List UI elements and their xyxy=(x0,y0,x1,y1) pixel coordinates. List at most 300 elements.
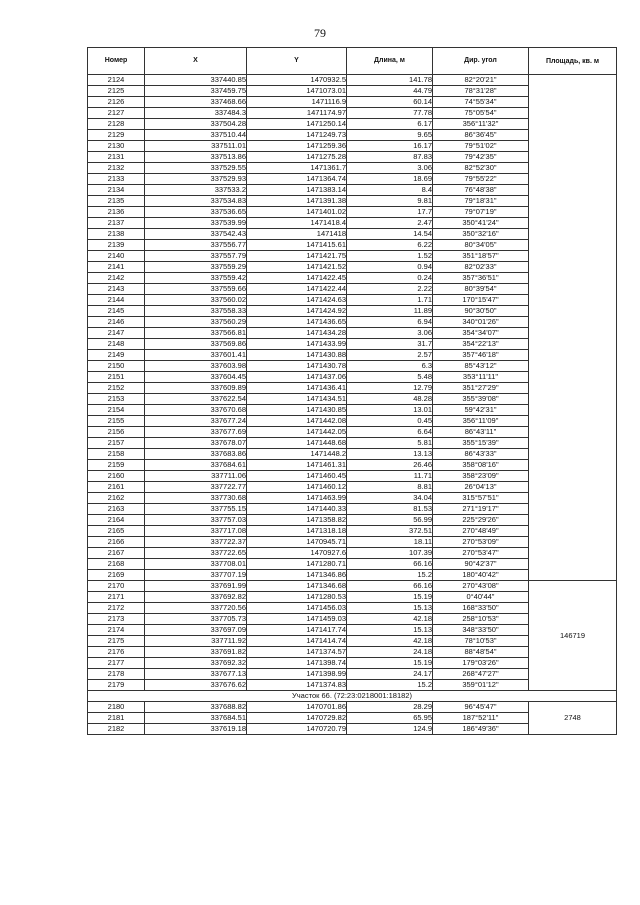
y-coordinate: 1471456.03 xyxy=(247,603,347,614)
y-coordinate: 1471398.74 xyxy=(247,658,347,669)
direction-angle: 358°08'16" xyxy=(433,460,529,471)
point-number: 2134 xyxy=(88,185,145,196)
length-value: 77.78 xyxy=(347,108,433,119)
point-number: 2144 xyxy=(88,295,145,306)
x-coordinate: 337711.06 xyxy=(145,471,247,482)
point-number: 2151 xyxy=(88,372,145,383)
y-coordinate: 1471430.78 xyxy=(247,361,347,372)
length-value: 9.81 xyxy=(347,196,433,207)
point-number: 2176 xyxy=(88,647,145,658)
x-coordinate: 337559.42 xyxy=(145,273,247,284)
point-number: 2133 xyxy=(88,174,145,185)
point-number: 2173 xyxy=(88,614,145,625)
y-coordinate: 1471437.06 xyxy=(247,372,347,383)
length-value: 3.06 xyxy=(347,328,433,339)
x-coordinate: 337717.08 xyxy=(145,526,247,537)
length-value: 15.2 xyxy=(347,570,433,581)
page-number: 79 xyxy=(314,26,326,40)
x-coordinate: 337484.3 xyxy=(145,108,247,119)
y-coordinate: 1471422.45 xyxy=(247,273,347,284)
x-coordinate: 337730.68 xyxy=(145,493,247,504)
y-coordinate: 1471463.99 xyxy=(247,493,347,504)
direction-angle: 78°10'53" xyxy=(433,636,529,647)
direction-angle: 76°48'38" xyxy=(433,185,529,196)
length-value: 65.95 xyxy=(347,713,433,724)
direction-angle: 96°45'47" xyxy=(433,702,529,713)
length-value: 372.51 xyxy=(347,526,433,537)
length-value: 107.39 xyxy=(347,548,433,559)
direction-angle: 350°41'24" xyxy=(433,218,529,229)
table-row xyxy=(88,702,617,713)
direction-angle: 186°49'36" xyxy=(433,724,529,735)
length-value: 8.4 xyxy=(347,185,433,196)
y-coordinate: 1471391.38 xyxy=(247,196,347,207)
y-coordinate: 1471434.28 xyxy=(247,328,347,339)
length-value: 6.17 xyxy=(347,119,433,130)
x-coordinate: 337697.09 xyxy=(145,625,247,636)
table-body xyxy=(88,75,617,735)
y-coordinate: 1471430.85 xyxy=(247,405,347,416)
direction-angle: 180°40'42" xyxy=(433,570,529,581)
y-coordinate: 1470945.71 xyxy=(247,537,347,548)
direction-angle: 258°10'53" xyxy=(433,614,529,625)
length-value: 66.16 xyxy=(347,559,433,570)
point-number: 2150 xyxy=(88,361,145,372)
x-coordinate: 337513.86 xyxy=(145,152,247,163)
y-coordinate: 1471424.92 xyxy=(247,306,347,317)
y-coordinate: 1471249.73 xyxy=(247,130,347,141)
length-value: 28.29 xyxy=(347,702,433,713)
length-value: 13.01 xyxy=(347,405,433,416)
length-value: 60.14 xyxy=(347,97,433,108)
header-x: X xyxy=(145,48,247,75)
length-value: 9.65 xyxy=(347,130,433,141)
x-coordinate: 337705.73 xyxy=(145,614,247,625)
y-coordinate: 1471259.36 xyxy=(247,141,347,152)
point-number: 2143 xyxy=(88,284,145,295)
point-number: 2126 xyxy=(88,97,145,108)
direction-angle: 348°33'50" xyxy=(433,625,529,636)
y-coordinate: 1471422.44 xyxy=(247,284,347,295)
length-value: 15.13 xyxy=(347,625,433,636)
length-value: 18.11 xyxy=(347,537,433,548)
x-coordinate: 337566.81 xyxy=(145,328,247,339)
y-coordinate: 1471318.18 xyxy=(247,526,347,537)
x-coordinate: 337560.02 xyxy=(145,295,247,306)
point-number: 2170 xyxy=(88,581,145,592)
y-coordinate: 1471275.28 xyxy=(247,152,347,163)
direction-angle: 79°07'19" xyxy=(433,207,529,218)
x-coordinate: 337722.37 xyxy=(145,537,247,548)
y-coordinate: 1470701.86 xyxy=(247,702,347,713)
direction-angle: 82°52'30" xyxy=(433,163,529,174)
point-number: 2163 xyxy=(88,504,145,515)
y-coordinate: 1471436.65 xyxy=(247,317,347,328)
point-number: 2136 xyxy=(88,207,145,218)
length-value: 87.83 xyxy=(347,152,433,163)
direction-angle: 270°48'49" xyxy=(433,526,529,537)
length-value: 6.94 xyxy=(347,317,433,328)
length-value: 81.53 xyxy=(347,504,433,515)
direction-angle: 75°05'54" xyxy=(433,108,529,119)
x-coordinate: 337619.18 xyxy=(145,724,247,735)
point-number: 2174 xyxy=(88,625,145,636)
direction-angle: 355°39'08" xyxy=(433,394,529,405)
x-coordinate: 337720.56 xyxy=(145,603,247,614)
direction-angle: 357°36'51" xyxy=(433,273,529,284)
direction-angle: 85°43'12" xyxy=(433,361,529,372)
x-coordinate: 337677.24 xyxy=(145,416,247,427)
x-coordinate: 337536.65 xyxy=(145,207,247,218)
length-value: 17.7 xyxy=(347,207,433,218)
point-number: 2127 xyxy=(88,108,145,119)
length-value: 66.16 xyxy=(347,581,433,592)
x-coordinate: 337529.55 xyxy=(145,163,247,174)
y-coordinate: 1470927.6 xyxy=(247,548,347,559)
x-coordinate: 337459.75 xyxy=(145,86,247,97)
direction-angle: 356°11'32" xyxy=(433,119,529,130)
y-coordinate: 1471424.63 xyxy=(247,295,347,306)
length-value: 6.22 xyxy=(347,240,433,251)
y-coordinate: 1471417.74 xyxy=(247,625,347,636)
point-number: 2146 xyxy=(88,317,145,328)
x-coordinate: 337708.01 xyxy=(145,559,247,570)
direction-angle: 351°27'29" xyxy=(433,383,529,394)
point-number: 2172 xyxy=(88,603,145,614)
x-coordinate: 337688.82 xyxy=(145,702,247,713)
direction-angle: 74°55'34" xyxy=(433,97,529,108)
length-value: 42.18 xyxy=(347,636,433,647)
x-coordinate: 337511.01 xyxy=(145,141,247,152)
y-coordinate: 1471346.86 xyxy=(247,570,347,581)
point-number: 2152 xyxy=(88,383,145,394)
point-number: 2165 xyxy=(88,526,145,537)
direction-angle: 59°42'31" xyxy=(433,405,529,416)
length-value: 11.71 xyxy=(347,471,433,482)
point-number: 2166 xyxy=(88,537,145,548)
y-coordinate: 1471401.02 xyxy=(247,207,347,218)
point-number: 2125 xyxy=(88,86,145,97)
y-coordinate: 1471440.33 xyxy=(247,504,347,515)
point-number: 2153 xyxy=(88,394,145,405)
direction-angle: 351°18'57" xyxy=(433,251,529,262)
x-coordinate: 337539.99 xyxy=(145,218,247,229)
point-number: 2178 xyxy=(88,669,145,680)
header-length: Длина, м xyxy=(347,48,433,75)
length-value: 0.45 xyxy=(347,416,433,427)
point-number: 2177 xyxy=(88,658,145,669)
length-value: 5.48 xyxy=(347,372,433,383)
length-value: 44.79 xyxy=(347,86,433,97)
x-coordinate: 337678.07 xyxy=(145,438,247,449)
point-number: 2124 xyxy=(88,75,145,86)
y-coordinate: 1471448.2 xyxy=(247,449,347,460)
x-coordinate: 337707.19 xyxy=(145,570,247,581)
length-value: 11.89 xyxy=(347,306,433,317)
length-value: 15.13 xyxy=(347,603,433,614)
x-coordinate: 337691.82 xyxy=(145,647,247,658)
length-value: 15.19 xyxy=(347,592,433,603)
length-value: 1.71 xyxy=(347,295,433,306)
x-coordinate: 337676.62 xyxy=(145,680,247,691)
direction-angle: 353°11'11" xyxy=(433,372,529,383)
length-value: 24.17 xyxy=(347,669,433,680)
length-value: 13.13 xyxy=(347,449,433,460)
point-number: 2162 xyxy=(88,493,145,504)
direction-angle: 271°19'17" xyxy=(433,504,529,515)
y-coordinate: 1471361.7 xyxy=(247,163,347,174)
direction-angle: 79°55'22" xyxy=(433,174,529,185)
point-number: 2159 xyxy=(88,460,145,471)
x-coordinate: 337691.99 xyxy=(145,581,247,592)
area-value: 2748 xyxy=(529,702,617,735)
point-number: 2145 xyxy=(88,306,145,317)
point-number: 2180 xyxy=(88,702,145,713)
x-coordinate: 337722.65 xyxy=(145,548,247,559)
x-coordinate: 337529.93 xyxy=(145,174,247,185)
direction-angle: 225°29'26" xyxy=(433,515,529,526)
x-coordinate: 337542.43 xyxy=(145,229,247,240)
direction-angle: 90°30'50" xyxy=(433,306,529,317)
y-coordinate: 1471421.52 xyxy=(247,262,347,273)
x-coordinate: 337670.68 xyxy=(145,405,247,416)
x-coordinate: 337557.79 xyxy=(145,251,247,262)
y-coordinate: 1471364.74 xyxy=(247,174,347,185)
length-value: 18.69 xyxy=(347,174,433,185)
x-coordinate: 337622.54 xyxy=(145,394,247,405)
y-coordinate: 1471358.82 xyxy=(247,515,347,526)
point-number: 2160 xyxy=(88,471,145,482)
x-coordinate: 337560.29 xyxy=(145,317,247,328)
point-number: 2158 xyxy=(88,449,145,460)
direction-angle: 187°52'11" xyxy=(433,713,529,724)
length-value: 48.28 xyxy=(347,394,433,405)
y-coordinate: 1471421.75 xyxy=(247,251,347,262)
x-coordinate: 337558.33 xyxy=(145,306,247,317)
header-angle: Дир. угол xyxy=(433,48,529,75)
direction-angle: 168°33'50" xyxy=(433,603,529,614)
point-number: 2154 xyxy=(88,405,145,416)
point-number: 2179 xyxy=(88,680,145,691)
point-number: 2167 xyxy=(88,548,145,559)
area-value xyxy=(529,75,617,581)
length-value: 124.9 xyxy=(347,724,433,735)
x-coordinate: 337684.51 xyxy=(145,713,247,724)
y-coordinate: 1471442.08 xyxy=(247,416,347,427)
y-coordinate: 1471430.88 xyxy=(247,350,347,361)
direction-angle: 0°40'44" xyxy=(433,592,529,603)
y-coordinate: 1471374.83 xyxy=(247,680,347,691)
length-value: 24.18 xyxy=(347,647,433,658)
x-coordinate: 337609.89 xyxy=(145,383,247,394)
x-coordinate: 337757.03 xyxy=(145,515,247,526)
x-coordinate: 337683.86 xyxy=(145,449,247,460)
point-number: 2164 xyxy=(88,515,145,526)
x-coordinate: 337692.82 xyxy=(145,592,247,603)
direction-angle: 79°42'35" xyxy=(433,152,529,163)
direction-angle: 270°43'08" xyxy=(433,581,529,592)
y-coordinate: 1471398.99 xyxy=(247,669,347,680)
table-row xyxy=(88,581,617,592)
point-number: 2156 xyxy=(88,427,145,438)
y-coordinate: 1471415.61 xyxy=(247,240,347,251)
length-value: 6.3 xyxy=(347,361,433,372)
x-coordinate: 337677.13 xyxy=(145,669,247,680)
y-coordinate: 1470932.5 xyxy=(247,75,347,86)
y-coordinate: 1471436.41 xyxy=(247,383,347,394)
direction-angle: 90°42'37" xyxy=(433,559,529,570)
x-coordinate: 337604.45 xyxy=(145,372,247,383)
point-number: 2157 xyxy=(88,438,145,449)
point-number: 2139 xyxy=(88,240,145,251)
length-value: 42.18 xyxy=(347,614,433,625)
y-coordinate: 1471460.45 xyxy=(247,471,347,482)
length-value: 6.64 xyxy=(347,427,433,438)
direction-angle: 86°43'11" xyxy=(433,427,529,438)
direction-angle: 268°47'27" xyxy=(433,669,529,680)
y-coordinate: 1471250.14 xyxy=(247,119,347,130)
point-number: 2135 xyxy=(88,196,145,207)
x-coordinate: 337677.69 xyxy=(145,427,247,438)
y-coordinate: 1471346.68 xyxy=(247,581,347,592)
x-coordinate: 337468.66 xyxy=(145,97,247,108)
direction-angle: 179°03'26" xyxy=(433,658,529,669)
y-coordinate: 1471280.71 xyxy=(247,559,347,570)
direction-angle: 354°22'13" xyxy=(433,339,529,350)
point-number: 2169 xyxy=(88,570,145,581)
length-value: 15.2 xyxy=(347,680,433,691)
x-coordinate: 337711.92 xyxy=(145,636,247,647)
point-number: 2142 xyxy=(88,273,145,284)
x-coordinate: 337504.28 xyxy=(145,119,247,130)
table-header-row xyxy=(88,48,617,75)
point-number: 2175 xyxy=(88,636,145,647)
y-coordinate: 1471414.74 xyxy=(247,636,347,647)
point-number: 2168 xyxy=(88,559,145,570)
point-number: 2138 xyxy=(88,229,145,240)
length-value: 34.04 xyxy=(347,493,433,504)
direction-angle: 79°18'31" xyxy=(433,196,529,207)
y-coordinate: 1471116.9 xyxy=(247,97,347,108)
y-coordinate: 1471073.01 xyxy=(247,86,347,97)
y-coordinate: 1471418.4 xyxy=(247,218,347,229)
length-value: 0.94 xyxy=(347,262,433,273)
length-value: 26.46 xyxy=(347,460,433,471)
y-coordinate: 1471418 xyxy=(247,229,347,240)
point-number: 2129 xyxy=(88,130,145,141)
direction-angle: 356°11'09" xyxy=(433,416,529,427)
point-number: 2148 xyxy=(88,339,145,350)
y-coordinate: 1471280.53 xyxy=(247,592,347,603)
point-number: 2132 xyxy=(88,163,145,174)
y-coordinate: 1471442.05 xyxy=(247,427,347,438)
length-value: 56.99 xyxy=(347,515,433,526)
y-coordinate: 1471448.68 xyxy=(247,438,347,449)
header-number: Номер xyxy=(88,48,145,75)
direction-angle: 357°46'18" xyxy=(433,350,529,361)
point-number: 2128 xyxy=(88,119,145,130)
x-coordinate: 337603.98 xyxy=(145,361,247,372)
x-coordinate: 337755.15 xyxy=(145,504,247,515)
y-coordinate: 1471459.03 xyxy=(247,614,347,625)
x-coordinate: 337692.32 xyxy=(145,658,247,669)
length-value: 8.81 xyxy=(347,482,433,493)
header-y: Y xyxy=(247,48,347,75)
point-number: 2137 xyxy=(88,218,145,229)
y-coordinate: 1470720.79 xyxy=(247,724,347,735)
length-value: 141.78 xyxy=(347,75,433,86)
length-value: 3.06 xyxy=(347,163,433,174)
x-coordinate: 337559.29 xyxy=(145,262,247,273)
length-value: 0.24 xyxy=(347,273,433,284)
y-coordinate: 1471433.99 xyxy=(247,339,347,350)
x-coordinate: 337569.86 xyxy=(145,339,247,350)
section-title: Участок 66. (72:23:0218001:18182) xyxy=(88,691,617,702)
length-value: 12.79 xyxy=(347,383,433,394)
direction-angle: 82°02'33" xyxy=(433,262,529,273)
point-number: 2130 xyxy=(88,141,145,152)
section-row xyxy=(88,691,617,702)
direction-angle: 80°39'54" xyxy=(433,284,529,295)
direction-angle: 82°20'21" xyxy=(433,75,529,86)
direction-angle: 86°36'45" xyxy=(433,130,529,141)
direction-angle: 26°04'13" xyxy=(433,482,529,493)
length-value: 2.47 xyxy=(347,218,433,229)
direction-angle: 354°34'07" xyxy=(433,328,529,339)
y-coordinate: 1471461.31 xyxy=(247,460,347,471)
direction-angle: 88°48'54" xyxy=(433,647,529,658)
length-value: 14.54 xyxy=(347,229,433,240)
point-number: 2161 xyxy=(88,482,145,493)
direction-angle: 315°57'51" xyxy=(433,493,529,504)
y-coordinate: 1470729.82 xyxy=(247,713,347,724)
direction-angle: 350°32'16" xyxy=(433,229,529,240)
x-coordinate: 337559.66 xyxy=(145,284,247,295)
x-coordinate: 337534.83 xyxy=(145,196,247,207)
point-number: 2182 xyxy=(88,724,145,735)
length-value: 5.81 xyxy=(347,438,433,449)
direction-angle: 270°53'47" xyxy=(433,548,529,559)
length-value: 16.17 xyxy=(347,141,433,152)
coordinates-table xyxy=(87,47,617,735)
direction-angle: 359°01'12" xyxy=(433,680,529,691)
x-coordinate: 337722.77 xyxy=(145,482,247,493)
length-value: 1.52 xyxy=(347,251,433,262)
direction-angle: 270°53'09" xyxy=(433,537,529,548)
direction-angle: 86°43'33" xyxy=(433,449,529,460)
direction-angle: 358°23'09" xyxy=(433,471,529,482)
point-number: 2171 xyxy=(88,592,145,603)
point-number: 2149 xyxy=(88,350,145,361)
x-coordinate: 337684.61 xyxy=(145,460,247,471)
direction-angle: 170°15'47" xyxy=(433,295,529,306)
x-coordinate: 337533.2 xyxy=(145,185,247,196)
direction-angle: 78°31'28" xyxy=(433,86,529,97)
length-value: 2.57 xyxy=(347,350,433,361)
x-coordinate: 337601.41 xyxy=(145,350,247,361)
x-coordinate: 337556.77 xyxy=(145,240,247,251)
y-coordinate: 1471174.97 xyxy=(247,108,347,119)
area-value: 146719 xyxy=(529,581,617,691)
x-coordinate: 337510.44 xyxy=(145,130,247,141)
point-number: 2147 xyxy=(88,328,145,339)
point-number: 2131 xyxy=(88,152,145,163)
direction-angle: 340°01'26" xyxy=(433,317,529,328)
length-value: 2.22 xyxy=(347,284,433,295)
point-number: 2155 xyxy=(88,416,145,427)
length-value: 15.19 xyxy=(347,658,433,669)
x-coordinate: 337440.85 xyxy=(145,75,247,86)
